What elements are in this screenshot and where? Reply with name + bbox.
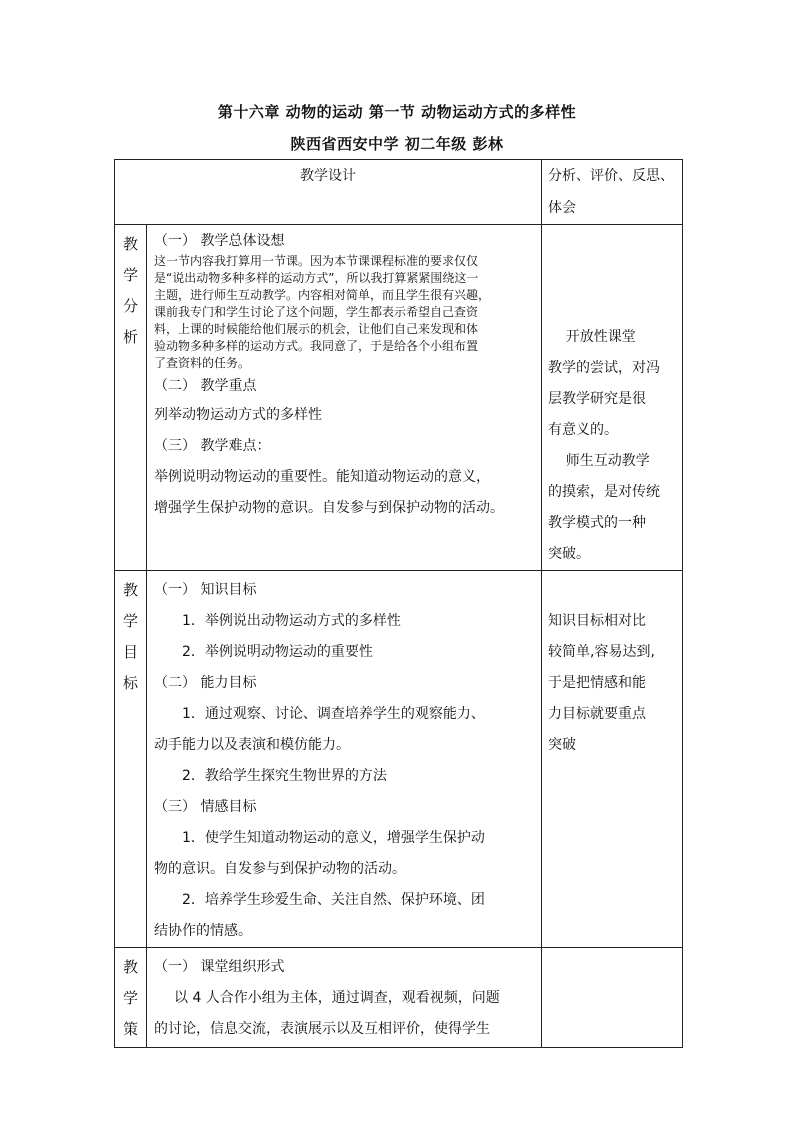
- content-line: 1．使学生知道动物运动的意义，增强学生保护动: [182, 830, 485, 846]
- content-heading: （一） 课堂组织形式: [154, 959, 285, 975]
- section-label-objectives: 教 学 目 标: [115, 571, 147, 948]
- document-subtitle: 陕西省西安中学 初二年级 彭林: [290, 135, 504, 153]
- remark-line: 师生互动教学: [548, 453, 650, 469]
- table-header-row: [115, 160, 683, 225]
- content-heading: （三） 情感目标: [154, 799, 257, 815]
- lesson-plan-table: [114, 159, 683, 1048]
- content-line: 这一节内容我打算用一节课。因为本节课课程标准的要求仅仅: [154, 254, 479, 268]
- document-title: 第十六章 动物的运动 第一节 动物运动方式的多样性: [217, 103, 577, 121]
- content-line: 2．举例说明动物运动的重要性: [182, 644, 373, 660]
- content-line: 是“说出动物多种多样的运动方式”，所以我打算紧紧围绕这一: [154, 271, 479, 285]
- remark-line: 教学模式的一种: [548, 515, 646, 531]
- content-line: 1．通过观察、讨论、调查培养学生的观察能力、: [182, 706, 485, 722]
- content-heading: （一） 教学总体设想: [154, 233, 285, 249]
- section-row-strategy: [115, 948, 683, 1048]
- remark-line: 较简单,容易达到,: [548, 644, 655, 660]
- remark-line: 力目标就要重点: [548, 706, 646, 722]
- remark-line: 教学的尝试，对冯: [548, 360, 660, 376]
- content-line: 结协作的情感。: [154, 923, 252, 939]
- content-line: 的讨论，信息交流，表演展示以及互相评价，使得学生: [154, 1021, 490, 1037]
- content-line: 2．教给学生探究生物世界的方法: [182, 768, 387, 784]
- section-row-analysis: [115, 225, 683, 571]
- content-line: 课前我专门和学生讨论了这个问题，学生都表示希望自己查资: [154, 305, 479, 319]
- remark-line: 有意义的。: [548, 422, 618, 438]
- section-content-analysis: [147, 225, 542, 571]
- section-content-objectives: [147, 571, 542, 948]
- remark-line: 层教学研究是很: [548, 391, 646, 407]
- content-heading: （二） 能力目标: [154, 675, 257, 691]
- content-line: 动手能力以及表演和模仿能力。: [154, 737, 350, 753]
- header-remark-line: 分析、评价、反思、: [548, 168, 674, 184]
- section-remark-strategy: [542, 948, 683, 1048]
- content-line: 列举动物运动方式的多样性: [154, 407, 322, 423]
- content-heading: （一） 知识目标: [154, 582, 257, 598]
- content-line: 料，上课的时候能给他们展示的机会，让他们自己来发现和体: [154, 322, 479, 336]
- remark-line: 于是把情感和能: [548, 675, 646, 691]
- content-line: 以 4 人合作小组为主体，通过调查，观看视频，问题: [174, 990, 500, 1006]
- section-row-objectives: [115, 571, 683, 948]
- content-heading: （二） 教学重点: [154, 378, 257, 394]
- section-remark-analysis: [542, 225, 683, 571]
- content-line: 1．举例说出动物运动方式的多样性: [182, 613, 401, 629]
- remark-line: 知识目标相对比: [548, 613, 646, 629]
- content-heading: （三） 教学难点：: [154, 438, 271, 454]
- remark-line: 突破: [548, 737, 576, 753]
- header-remark-line: 体会: [548, 200, 576, 216]
- content-line: 验动物多种多样的运动方式。我同意了，于是给各个小组布置: [154, 339, 479, 353]
- header-design-label: 教学设计: [300, 168, 356, 184]
- remark-line: 的摸索，是对传统: [548, 484, 660, 500]
- section-remark-objectives: [542, 571, 683, 948]
- section-content-strategy: [147, 948, 542, 1048]
- content-line: 了查资料的任务。: [154, 356, 251, 370]
- remark-line: 开放性课堂: [548, 329, 636, 345]
- content-line: 举例说明动物运动的重要性。能知道动物运动的意义，: [154, 469, 490, 485]
- remark-line: 突破。: [548, 546, 590, 562]
- header-design: [115, 160, 542, 225]
- content-line: 2．培养学生珍爱生命、关注自然、保护环境、团: [182, 892, 485, 908]
- header-remarks: [542, 160, 683, 225]
- content-line: 物的意识。自发参与到保护动物的活动。: [154, 861, 406, 877]
- section-label-analysis: 教 学 分 析: [115, 225, 147, 571]
- content-line: 增强学生保护动物的意识。自发参与到保护动物的活动。: [154, 500, 504, 516]
- content-line: 主题，进行师生互动教学。内容相对简单，而且学生很有兴趣，: [154, 288, 491, 302]
- section-label-strategy: 教 学 策: [115, 948, 147, 1048]
